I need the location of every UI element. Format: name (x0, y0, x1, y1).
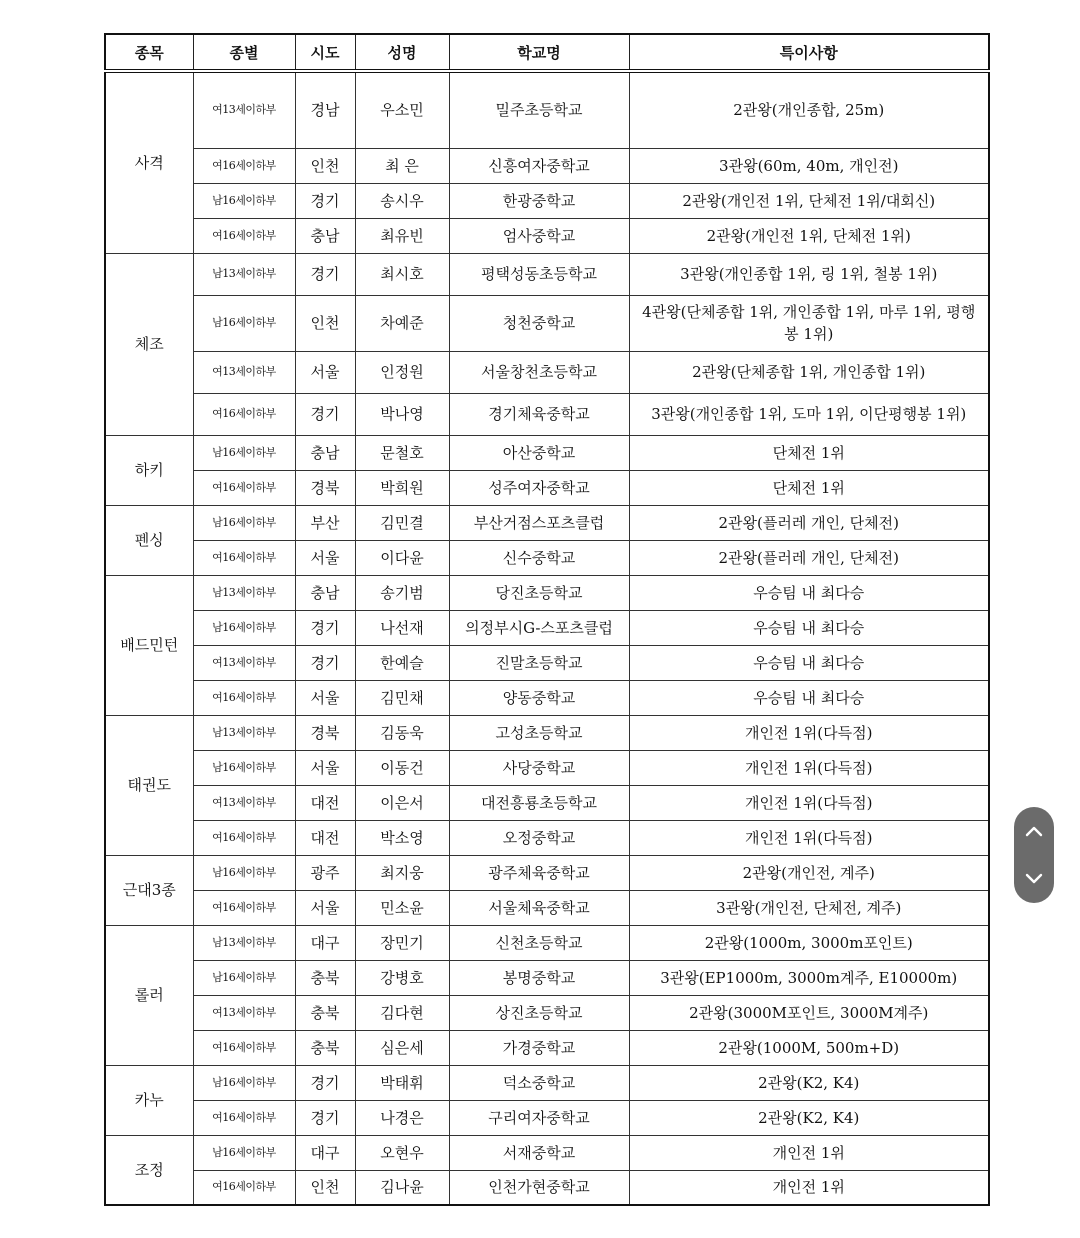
table-row (105, 750, 989, 785)
name-cell: 송시우 (355, 183, 449, 218)
school-cell: 의정부시G-스포츠클럽 (449, 610, 629, 645)
table-row (105, 71, 989, 148)
region-cell: 광주 (295, 855, 355, 890)
table-row (105, 960, 989, 995)
table-row (105, 855, 989, 890)
name-cell: 장민기 (355, 925, 449, 960)
name-cell: 박소영 (355, 820, 449, 855)
table-row (105, 645, 989, 680)
name-cell: 심은세 (355, 1030, 449, 1065)
remarks-cell: 2관왕(단체종합 1위, 개인종합 1위) (629, 351, 989, 393)
category-cell: 여16세이하부 (193, 890, 295, 925)
name-cell: 이다윤 (355, 540, 449, 575)
sport-cell: 배드민턴 (105, 575, 193, 715)
table-row (105, 148, 989, 183)
school-cell: 신수중학교 (449, 540, 629, 575)
name-cell: 민소윤 (355, 890, 449, 925)
table-row (105, 680, 989, 715)
school-cell: 부산거점스포츠클럽 (449, 505, 629, 540)
category-cell: 남16세이하부 (193, 610, 295, 645)
school-cell: 사당중학교 (449, 750, 629, 785)
table-row (105, 540, 989, 575)
remarks-cell: 우승팀 내 최다승 (629, 575, 989, 610)
remarks-cell: 개인전 1위(다득점) (629, 750, 989, 785)
school-cell: 상진초등학교 (449, 995, 629, 1030)
region-cell: 서울 (295, 680, 355, 715)
table-row (105, 253, 989, 295)
school-cell: 서울체육중학교 (449, 890, 629, 925)
region-cell: 대전 (295, 820, 355, 855)
table-body (105, 71, 989, 1205)
remarks-cell: 2관왕(개인전 1위, 단체전 1위) (629, 218, 989, 253)
category-cell: 남16세이하부 (193, 1065, 295, 1100)
remarks-cell: 단체전 1위 (629, 470, 989, 505)
table-row (105, 715, 989, 750)
remarks-cell: 우승팀 내 최다승 (629, 645, 989, 680)
chevron-down-icon (1025, 873, 1043, 885)
table-row (105, 470, 989, 505)
region-cell: 인천 (295, 1170, 355, 1205)
name-cell: 최유빈 (355, 218, 449, 253)
scroll-controls (1014, 807, 1054, 903)
name-cell: 김민결 (355, 505, 449, 540)
table-row (105, 785, 989, 820)
region-cell: 대전 (295, 785, 355, 820)
name-cell: 최 은 (355, 148, 449, 183)
table-row (105, 995, 989, 1030)
school-cell: 서울창천초등학교 (449, 351, 629, 393)
table-row (105, 393, 989, 435)
scroll-up-button[interactable] (1014, 807, 1054, 855)
region-cell: 경북 (295, 470, 355, 505)
category-cell: 여16세이하부 (193, 393, 295, 435)
table-row (105, 295, 989, 351)
remarks-cell: 2관왕(3000M포인트, 3000M계주) (629, 995, 989, 1030)
region-cell: 충남 (295, 218, 355, 253)
school-cell: 구리여자중학교 (449, 1100, 629, 1135)
category-cell: 남16세이하부 (193, 295, 295, 351)
school-cell: 신흥여자중학교 (449, 148, 629, 183)
school-cell: 평택성동초등학교 (449, 253, 629, 295)
category-cell: 여16세이하부 (193, 218, 295, 253)
region-cell: 충북 (295, 995, 355, 1030)
school-cell: 봉명중학교 (449, 960, 629, 995)
sport-cell: 근대3종 (105, 855, 193, 925)
remarks-cell: 개인전 1위(다득점) (629, 785, 989, 820)
table-row (105, 435, 989, 470)
sport-cell: 하키 (105, 435, 193, 505)
school-cell: 당진초등학교 (449, 575, 629, 610)
remarks-cell: 우승팀 내 최다승 (629, 610, 989, 645)
table-row (105, 1135, 989, 1170)
remarks-cell: 3관왕(60m, 40m, 개인전) (629, 148, 989, 183)
region-cell: 경기 (295, 253, 355, 295)
remarks-cell: 2관왕(플러레 개인, 단체전) (629, 540, 989, 575)
region-cell: 대구 (295, 925, 355, 960)
category-cell: 여13세이하부 (193, 645, 295, 680)
name-cell: 나선재 (355, 610, 449, 645)
remarks-cell: 2관왕(1000M, 500m+D) (629, 1030, 989, 1065)
name-cell: 김다현 (355, 995, 449, 1030)
category-cell: 여16세이하부 (193, 1170, 295, 1205)
table-row (105, 351, 989, 393)
name-cell: 최지웅 (355, 855, 449, 890)
name-cell: 이은서 (355, 785, 449, 820)
sport-cell: 태권도 (105, 715, 193, 855)
region-cell: 경기 (295, 393, 355, 435)
sport-cell: 조정 (105, 1135, 193, 1205)
scroll-down-button[interactable] (1014, 855, 1054, 903)
category-cell: 남16세이하부 (193, 1135, 295, 1170)
region-cell: 충북 (295, 960, 355, 995)
school-cell: 신천초등학교 (449, 925, 629, 960)
region-cell: 부산 (295, 505, 355, 540)
category-cell: 여16세이하부 (193, 680, 295, 715)
category-cell: 여16세이하부 (193, 148, 295, 183)
remarks-cell: 3관왕(개인전, 단체전, 계주) (629, 890, 989, 925)
region-cell: 서울 (295, 890, 355, 925)
table-row (105, 820, 989, 855)
region-cell: 서울 (295, 750, 355, 785)
category-cell: 남16세이하부 (193, 435, 295, 470)
school-cell: 광주체육중학교 (449, 855, 629, 890)
sport-cell: 롤러 (105, 925, 193, 1065)
school-cell: 양동중학교 (449, 680, 629, 715)
category-cell: 남16세이하부 (193, 960, 295, 995)
remarks-cell: 3관왕(EP1000m, 3000m계주, E10000m) (629, 960, 989, 995)
table-header-row (105, 34, 989, 71)
remarks-cell: 2관왕(1000m, 3000m포인트) (629, 925, 989, 960)
region-cell: 대구 (295, 1135, 355, 1170)
school-cell: 엄사중학교 (449, 218, 629, 253)
region-cell: 경기 (295, 1100, 355, 1135)
header-region: 시도 (295, 34, 355, 71)
table-row (105, 1030, 989, 1065)
sport-cell: 펜싱 (105, 505, 193, 575)
header-school: 학교명 (449, 34, 629, 71)
remarks-cell: 3관왕(개인종합 1위, 링 1위, 철봉 1위) (629, 253, 989, 295)
school-cell: 덕소중학교 (449, 1065, 629, 1100)
name-cell: 송기범 (355, 575, 449, 610)
school-cell: 한광중학교 (449, 183, 629, 218)
remarks-cell: 개인전 1위 (629, 1170, 989, 1205)
category-cell: 남13세이하부 (193, 253, 295, 295)
table-row (105, 183, 989, 218)
table-row (105, 1065, 989, 1100)
region-cell: 경북 (295, 715, 355, 750)
school-cell: 오정중학교 (449, 820, 629, 855)
remarks-cell: 2관왕(K2, K4) (629, 1065, 989, 1100)
name-cell: 이동건 (355, 750, 449, 785)
remarks-cell: 우승팀 내 최다승 (629, 680, 989, 715)
school-cell: 청천중학교 (449, 295, 629, 351)
remarks-cell: 2관왕(K2, K4) (629, 1100, 989, 1135)
remarks-cell: 개인전 1위 (629, 1135, 989, 1170)
name-cell: 우소민 (355, 71, 449, 148)
name-cell: 김동욱 (355, 715, 449, 750)
header-sport: 종목 (105, 34, 193, 71)
region-cell: 서울 (295, 351, 355, 393)
table-row (105, 890, 989, 925)
region-cell: 충북 (295, 1030, 355, 1065)
category-cell: 여13세이하부 (193, 71, 295, 148)
school-cell: 고성초등학교 (449, 715, 629, 750)
table-row (105, 505, 989, 540)
category-cell: 남16세이하부 (193, 505, 295, 540)
school-cell: 진말초등학교 (449, 645, 629, 680)
region-cell: 경기 (295, 1065, 355, 1100)
category-cell: 여13세이하부 (193, 785, 295, 820)
region-cell: 서울 (295, 540, 355, 575)
name-cell: 오현우 (355, 1135, 449, 1170)
school-cell: 서재중학교 (449, 1135, 629, 1170)
region-cell: 충남 (295, 435, 355, 470)
remarks-cell: 개인전 1위(다득점) (629, 820, 989, 855)
category-cell: 남13세이하부 (193, 575, 295, 610)
remarks-cell: 2관왕(개인전, 계주) (629, 855, 989, 890)
remarks-cell: 2관왕(개인종합, 25m) (629, 71, 989, 148)
awards-table (104, 33, 990, 1206)
name-cell: 박태휘 (355, 1065, 449, 1100)
header-name: 성명 (355, 34, 449, 71)
name-cell: 김나윤 (355, 1170, 449, 1205)
region-cell: 충남 (295, 575, 355, 610)
region-cell: 경기 (295, 610, 355, 645)
sport-cell: 체조 (105, 253, 193, 435)
category-cell: 남16세이하부 (193, 750, 295, 785)
category-cell: 남13세이하부 (193, 715, 295, 750)
name-cell: 문철호 (355, 435, 449, 470)
category-cell: 남16세이하부 (193, 855, 295, 890)
remarks-cell: 3관왕(개인종합 1위, 도마 1위, 이단평행봉 1위) (629, 393, 989, 435)
school-cell: 가경중학교 (449, 1030, 629, 1065)
chevron-up-icon (1025, 825, 1043, 837)
sport-cell: 사격 (105, 71, 193, 253)
category-cell: 여13세이하부 (193, 995, 295, 1030)
category-cell: 여16세이하부 (193, 1100, 295, 1135)
remarks-cell: 2관왕(플러레 개인, 단체전) (629, 505, 989, 540)
remarks-cell: 4관왕(단체종합 1위, 개인종합 1위, 마루 1위, 평행봉 1위) (629, 295, 989, 351)
school-cell: 아산중학교 (449, 435, 629, 470)
category-cell: 여16세이하부 (193, 470, 295, 505)
category-cell: 남16세이하부 (193, 183, 295, 218)
header-remarks: 특이사항 (629, 34, 989, 71)
school-cell: 인천가현중학교 (449, 1170, 629, 1205)
school-cell: 대전흥룡초등학교 (449, 785, 629, 820)
name-cell: 박희원 (355, 470, 449, 505)
category-cell: 여16세이하부 (193, 820, 295, 855)
category-cell: 여16세이하부 (193, 540, 295, 575)
school-cell: 밀주초등학교 (449, 71, 629, 148)
region-cell: 경남 (295, 71, 355, 148)
name-cell: 김민채 (355, 680, 449, 715)
remarks-cell: 단체전 1위 (629, 435, 989, 470)
school-cell: 성주여자중학교 (449, 470, 629, 505)
name-cell: 박나영 (355, 393, 449, 435)
school-cell: 경기체육중학교 (449, 393, 629, 435)
category-cell: 남13세이하부 (193, 925, 295, 960)
table-row (105, 925, 989, 960)
name-cell: 차예준 (355, 295, 449, 351)
region-cell: 인천 (295, 148, 355, 183)
region-cell: 경기 (295, 183, 355, 218)
awards-document (104, 33, 988, 1206)
region-cell: 경기 (295, 645, 355, 680)
remarks-cell: 2관왕(개인전 1위, 단체전 1위/대회신) (629, 183, 989, 218)
category-cell: 여16세이하부 (193, 1030, 295, 1065)
name-cell: 인정원 (355, 351, 449, 393)
table-row (105, 1170, 989, 1205)
name-cell: 나경은 (355, 1100, 449, 1135)
name-cell: 강병호 (355, 960, 449, 995)
name-cell: 한예슬 (355, 645, 449, 680)
remarks-cell: 개인전 1위(다득점) (629, 715, 989, 750)
sport-cell: 카누 (105, 1065, 193, 1135)
table-row (105, 610, 989, 645)
table-row (105, 575, 989, 610)
category-cell: 여13세이하부 (193, 351, 295, 393)
name-cell: 최시호 (355, 253, 449, 295)
region-cell: 인천 (295, 295, 355, 351)
table-row (105, 218, 989, 253)
table-row (105, 1100, 989, 1135)
header-category: 종별 (193, 34, 295, 71)
